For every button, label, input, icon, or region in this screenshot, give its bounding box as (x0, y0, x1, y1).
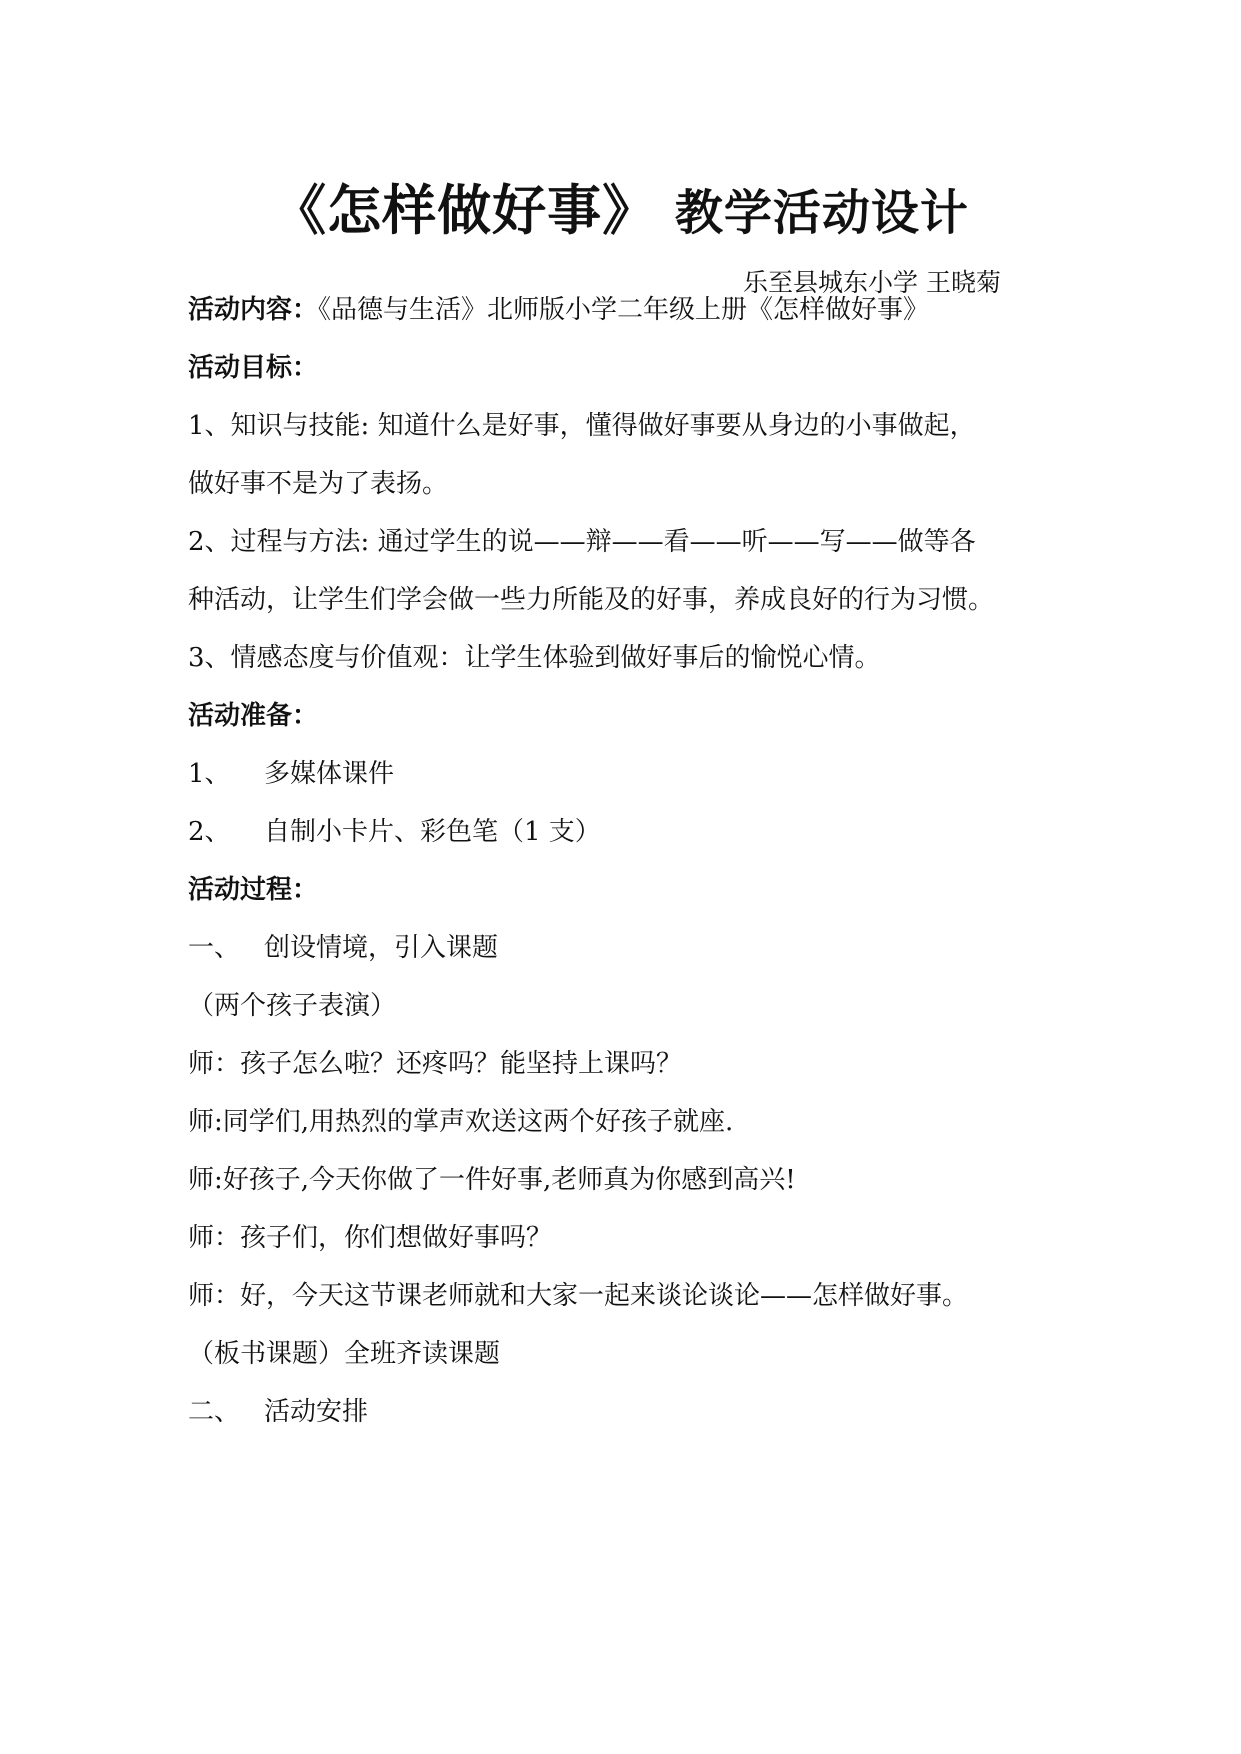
section-1-number: 一、 (188, 933, 241, 963)
preparation-item-2 (188, 814, 601, 850)
goal-1-line-2: 做好事不是为了表扬。 (188, 469, 449, 499)
paragraph-5: 师：孩子们，你们想做好事吗？ (188, 1223, 553, 1253)
paragraph-6: 师：好，今天这节课老师就和大家一起来谈论谈论——怎样做好事。 (188, 1281, 969, 1311)
document-title (0, 168, 1241, 245)
goals-heading: 活动目标： (188, 353, 319, 383)
author-line: 乐至县城东小学 王晓菊 (743, 268, 1001, 297)
preparation-item-2-number: 2、 (188, 817, 231, 847)
activity-content-text: 《品德与生活》北师版小学二年级上册《怎样做好事》 (318, 295, 930, 325)
goal-2-line-1: 2、过程与方法: 通过学生的说——辩——看——听——写——做等各 (188, 527, 976, 557)
process-heading: 活动过程： (188, 875, 319, 905)
paragraph-2: 师：孩子怎么啦？还疼吗？能坚持上课吗？ (188, 1049, 683, 1079)
title-book-name: 《怎样做好事》 (272, 179, 658, 242)
goal-1-line-1: 1、知识与技能: 知道什么是好事，懂得做好事要从身边的小事做起， (188, 411, 976, 441)
paragraph-1: （两个孩子表演） (188, 991, 397, 1021)
paragraph-7: （板书课题）全班齐读课题 (188, 1339, 501, 1369)
goal-3-line: 3、情感态度与价值观：让学生体验到做好事后的愉悦心情。 (188, 643, 881, 673)
section-2-text: 活动安排 (264, 1397, 369, 1427)
preparation-item-1-number: 1、 (188, 759, 231, 789)
title-suffix: 教学活动设计 (674, 185, 969, 241)
preparation-item-1 (188, 756, 394, 792)
paragraph-4: 师:好孩子,今天你做了一件好事,老师真为你感到高兴! (188, 1165, 796, 1195)
preparation-item-2-text: 自制小卡片、彩色笔（1 支） (264, 817, 601, 847)
activity-content-line (188, 292, 929, 328)
section-1-heading (188, 930, 498, 966)
preparation-heading: 活动准备： (188, 701, 319, 731)
section-2-number: 二、 (188, 1397, 241, 1427)
section-2-heading (188, 1394, 368, 1430)
goal-2-line-2: 种活动，让学生们学会做一些力所能及的好事，养成良好的行为习惯。 (188, 585, 995, 615)
paragraph-3: 师:同学们,用热烈的掌声欢送这两个好孩子就座. (188, 1107, 734, 1137)
activity-content-label: 活动内容： (188, 295, 319, 325)
preparation-item-1-text: 多媒体课件 (264, 759, 395, 789)
section-1-text: 创设情境，引入课题 (264, 933, 499, 963)
